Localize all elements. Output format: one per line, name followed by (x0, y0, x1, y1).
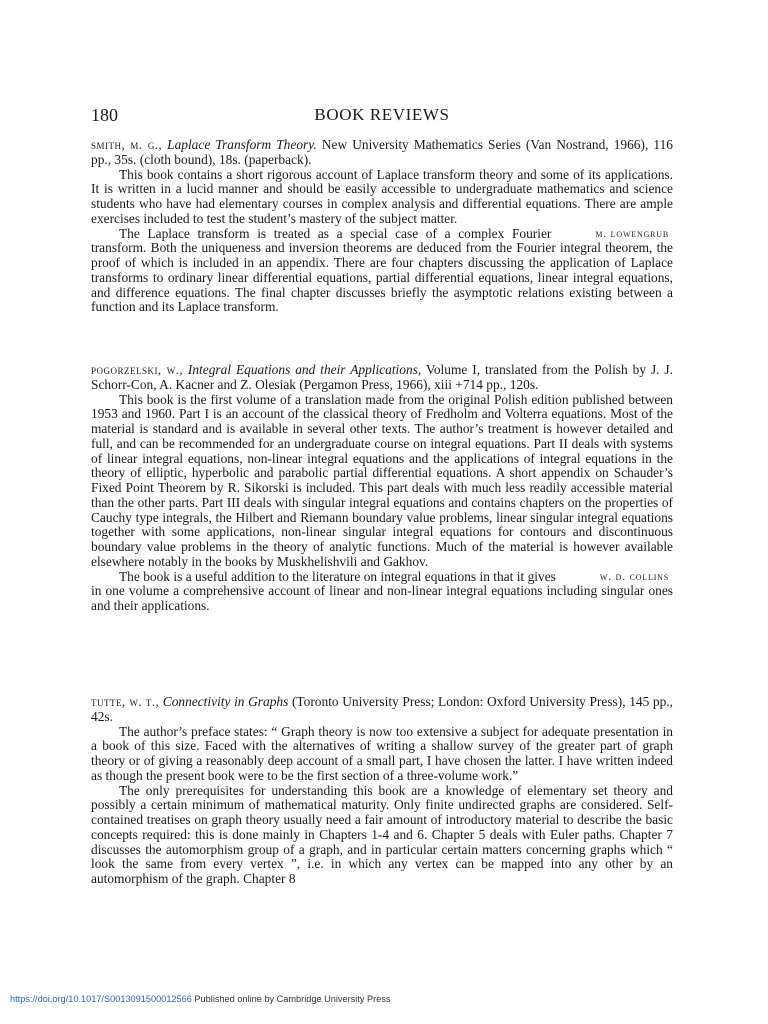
review-citation (91, 695, 673, 725)
review-paragraph-final (91, 570, 673, 614)
page-header (91, 104, 673, 130)
reviewer-name: w. d. collins (599, 569, 669, 583)
review-paragraph: This book contains a short rigorous account of Laplace transform theory and some of its applications. It is written in a lucid manner and should be easily accessible to undergraduate mathematics and science students who have had elementary courses in complex analysis and differential equations. There are ample exercises included to test the student’s mastery of the subject matter. (91, 166, 673, 226)
review-author: tutte, w. t., (91, 695, 160, 709)
doi-link[interactable]: https://doi.org/10.1017/S0013091500012566 (10, 994, 192, 1004)
review-author: smith, m. g., (91, 138, 163, 152)
review-paragraph: The only prerequisites for understanding this book are a knowledge of elementary set theory and possibly a certain minimum of mathematical maturity. Only finite undirected graphs are considered. Self-contained treatises on graph theory usually need a fair amount of introductory material to describe the basic concepts required: this is done mainly in Chapters 1-4 and 6. Chapter 5 deals with Euler paths. Chapter 7 discusses the automorphism group of a graph, and in particular certain matters concerning graphs which “ look the same from every vertex ”, i.e. in which any vertex can be mapped into any other by an automorphism of the graph. Chapter 8 (91, 782, 673, 886)
review-paragraph: The author’s preface states: “ Graph theory is now too extensive a subject for adequate presentation in a book of this size. Faced with the alternatives of writing a shallow survey of the greater part of graph theory or of giving a reasonably deep account of a small part, I have chosen the latter. I have written indeed as though the present book were to be the first section of a three-volume work.” (91, 723, 673, 783)
review-paragraph-text: The Laplace transform is treated as a special case of a complex Fourier transform. Both the uniqueness and inversion theorems are deduced from the Fourier integral theorem, the proof of which is included in an appendix. There are four chapters discussing the application of Laplace transforms to ordinary linear differential equations, partial differential equations, linear integral equations, and difference equations. The final chapter discusses briefly the asymptotic relations existing between a function and its Laplace transform. (91, 225, 673, 315)
page-footer (10, 994, 710, 1004)
review-publication: (Toronto University Press; London: Oxford University Press), 145 pp., 42s. (91, 694, 673, 724)
review-paragraph-final (91, 227, 673, 316)
review-author: pogorzelski, w., (91, 363, 183, 377)
review-book-title: Connectivity in Graphs (162, 694, 289, 709)
review-publication: New University Mathematics Series (Van Nostrand, 1966), 116 pp., 35s. (cloth bound), 18s. (paperback). (91, 137, 673, 167)
book-review-tutte (91, 695, 673, 887)
review-citation (91, 138, 673, 168)
book-review-pogorzelski (91, 363, 673, 614)
review-book-title: Laplace Transform Theory. (167, 137, 317, 152)
review-paragraph-text: The book is a useful addition to the literature on integral equations in that it gives in one volume a comprehensive account of linear and non-linear integral equations including singular ones and their applications. (91, 568, 673, 613)
review-paragraph: This book is the first volume of a translation made from the original Polish edition published between 1953 and 1960. Part I is an account of the classical theory of Fredholm and Volterra equations. Most of the material is standard and is available in several other texts. The author’s treatment is however detailed and full, and can be recommended for an undergraduate course on integral equations. Part II deals with systems of linear integral equations, non-linear integral equations and the applications of integral equations in the theory of elliptic, hyperbolic and parabolic partial differential equations. A short appendix on Schauder’s Fixed Point Theorem by R. Sikorski is included. This part deals with much less readily accessible material than the other parts. Part III deals with singular integral equations and contains chapters on the properties of Cauchy type integrals, the Hilbert and Riemann boundary value problems, linear singular integral equations together with some applications, non-linear singular integral equations for contours and discontinuous boundary value problems in the theory of analytic functions. Much of the material is however available elsewhere notably in the books by Muskhelishvili and Gakhov. (91, 391, 673, 569)
review-book-title: Integral Equations and their Applications, (187, 362, 422, 377)
review-publication: Volume I, translated from the Polish by J. J. Schorr-Con, A. Kacner and Z. Olesiak (Pergamon Press, 1966), xiii +714 pp., 120s. (91, 362, 673, 392)
book-review-smith (91, 138, 673, 315)
published-online-text: Published online by Cambridge University Press (191, 994, 391, 1004)
running-head: BOOK REVIEWS (314, 105, 450, 124)
page-number: 180 (91, 105, 118, 125)
reviewer-name: m. lowengrub (595, 226, 669, 240)
review-citation (91, 363, 673, 393)
